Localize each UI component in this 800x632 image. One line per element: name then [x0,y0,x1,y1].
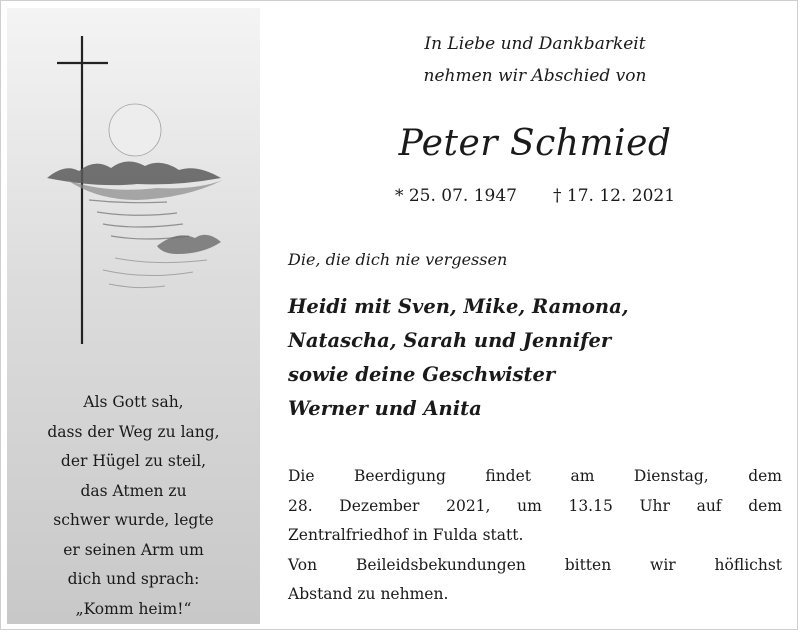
intro-text [300,28,770,92]
funeral-line: Von Beileidsbekundungen bitten wir höflichst [288,555,782,574]
death-date: † 17. 12. 2021 [553,186,676,206]
funeral-line: 28. Dezember 2021, um 13.15 Uhr auf dem [288,496,782,515]
funeral-line: Zentralfriedhof in Fulda statt. [288,526,524,544]
poem-line: dich und sprach: [67,570,200,588]
sun [109,104,161,156]
mourners-line: Heidi mit Sven, Mike, Ramona, [288,295,629,318]
lower-ridge [157,235,221,254]
funeral-line: Abstand zu nehmen. [288,585,449,603]
mourners-intro: Die, die dich nie vergessen [288,250,508,269]
deceased-name: Peter Schmied [398,123,672,164]
mountain-range [47,161,221,185]
birth-date: * 25. 07. 1947 [394,186,517,206]
poem-line: „Komm heim!“ [75,599,192,618]
intro-line-2: nehmen wir Abschied von [423,66,647,86]
cross-landscape-illustration [7,8,260,368]
foreground-strokes [103,258,207,288]
poem-line: der Hügel zu steil, [60,452,207,470]
mourners-line: Natascha, Sarah und Jennifer [288,329,612,352]
life-dates [300,182,770,210]
mist-lines [89,200,189,239]
mourners-line: Werner und Anita [288,397,482,420]
poem [17,388,250,624]
poem-line: er seinen Arm um [63,540,204,559]
left-panel [7,8,260,624]
funeral-notice [288,462,782,610]
poem-line: das Atmen zu [80,481,187,500]
funeral-line: Die Beerdigung findet am Dienstag, dem [288,467,782,485]
mourners-line: sowie deine Geschwister [288,363,556,386]
poem-line: schwer wurde, legte [53,511,214,529]
poem-line: dass der Weg zu lang, [47,422,220,441]
poem-line: Als Gott sah, [83,393,184,411]
mourners-list [288,290,788,426]
intro-line-1: In Liebe und Dankbarkeit [424,34,646,54]
